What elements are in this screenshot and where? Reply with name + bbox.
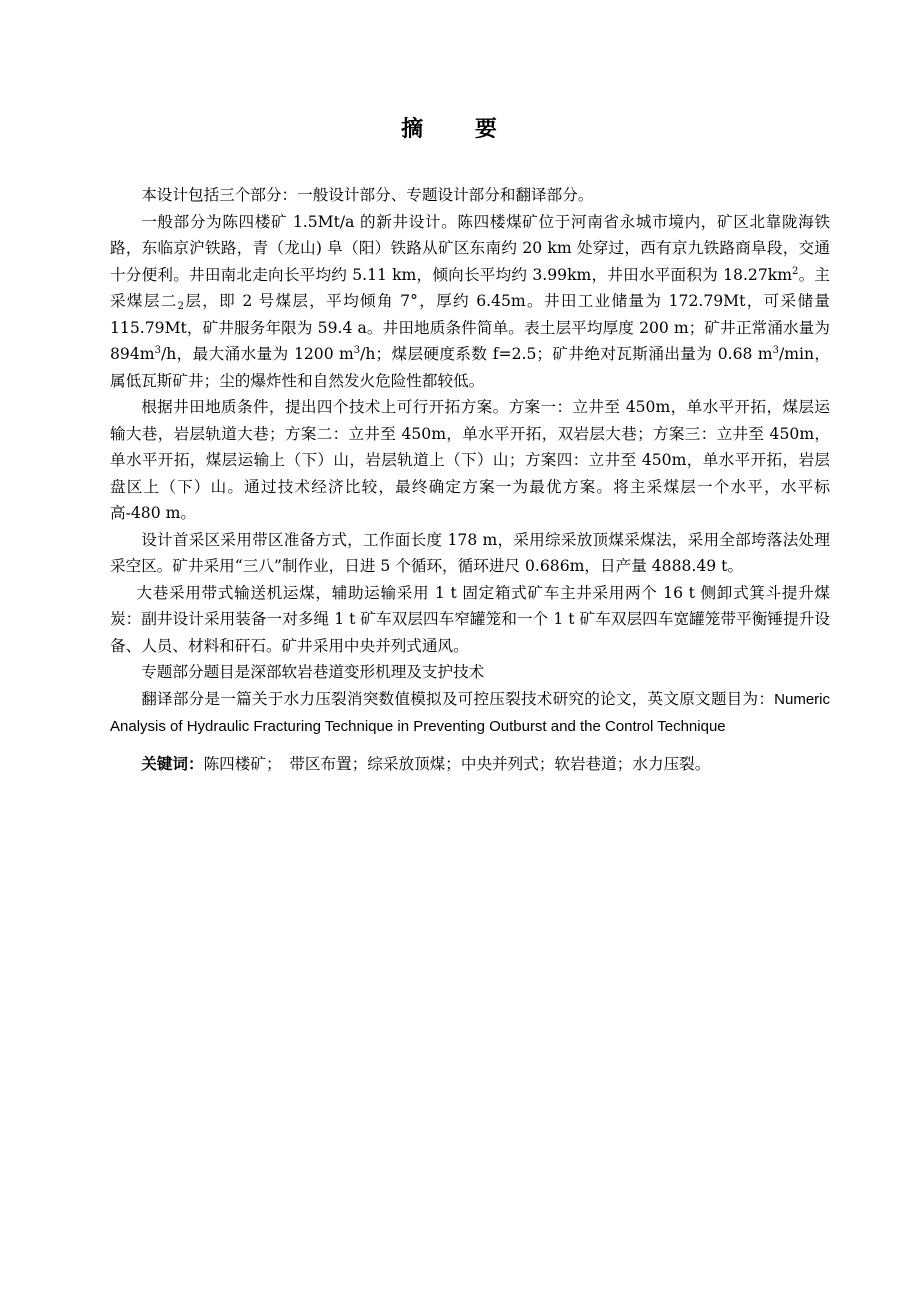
text-run: /h；煤层硬度系数 f=2.5；矿井绝对瓦斯涌出量为 0.68 m [360,345,773,363]
keywords-value: 陈四楼矿； 带区布置；综采放顶煤；中央并列式；软岩巷道；水力压裂。 [203,754,711,773]
paragraph-development-plans: 根据井田地质条件，提出四个技术上可行开拓方案。方案一：立井至 450m，单水平开拓，煤层运输大巷，岩层轨道大巷；方案二：立井至 450m，单水平开拓，双岩层大巷；方案三：立井至 450m，单水平开拓，煤层运输上（下）山，岩层轨道上（下）山；方案四：立井至 450m，单水平开拓，岩层盘区上（下）山。通过技术经济比较，最终确定方案一为最优方案。将主采煤层一个水平，水平标高-480 m。 [110,398,830,522]
paragraph-intro: 本设计包括三个部分：一般设计部分、专题设计部分和翻译部分。 [141,186,594,204]
superscript: 3 [154,345,161,356]
text-run: 层，即 2 号煤层，平均倾角 7°，厚约 6.45m。井田工业储量为 172.79Mt，可采储量 115.79Mt，矿井服务年限为 59.4 a。井田地质条件简单。表土层平均厚度 200 m；矿井正常涌水量为 894m [110,292,830,363]
text-run: 翻译部分是一篇关于水力压裂消突数值模拟及可控压裂技术研究的论文，英文原文题目为： [141,689,775,708]
paragraph-translation [110,686,830,741]
text-run: /min，属低瓦斯矿井；尘的爆炸性和自然发火危险性都较低。 [110,345,831,390]
paragraph-special-topic: 专题部分题目是深部软岩巷道变形机理及支护技术 [141,663,485,681]
paragraph-general-design [110,209,830,395]
paragraph-mining-district: 设计首采区采用带区准备方式，工作面长度 178 m，采用综采放顶煤采煤法，采用全部垮落法处理采空区。矿井采用“三八”制作业，日进 5 个循环，循环进尺 0.686m，日产量 4888.49 t。 [110,530,830,575]
text-run: /h，最大涌水量为 1200 m [160,345,354,363]
abstract-title: 摘 要 [401,117,519,142]
text-run: 一般部分为陈四楼矿 1.5Mt/a 的新井设计。陈四楼煤矿位于河南省永城市境内，矿区北靠陇海铁路，东临京沪铁路，青（龙山) 阜（阳）铁路从矿区东南约 20 km 处穿过，西有京九铁路商阜段，交通十分便利。井田南北走向长平均约 5.11 km，倾向长平均约 3.99km，井田水平面积为 18.27km [110,212,830,284]
subscript: 2 [177,301,185,312]
paragraph-transport: 大巷采用带式输送机运煤，辅助运输采用 1 t 固定箱式矿车主井采用两个 16 t 侧卸式箕斗提升煤炭：副井设计采用装备一对多绳 1 t 矿车双层四车窄罐笼和一个 1 t 矿车双层四车宽罐笼带平衡锤提升设备、人员、材料和矸石。矿井采用中央并列式通风。 [110,583,830,655]
abstract-body [110,182,830,777]
english-title: Numeric Analysis of Hydraulic Fracturing Technique in Preventing Outburst and the Control Technique [110,690,830,735]
superscript: 3 [353,345,361,356]
superscript: 3 [772,345,779,356]
superscript: 2 [792,265,799,277]
keywords-label: 关键词： [141,754,204,773]
text-run: 。主采煤层二 [110,265,830,310]
keywords [110,751,830,778]
